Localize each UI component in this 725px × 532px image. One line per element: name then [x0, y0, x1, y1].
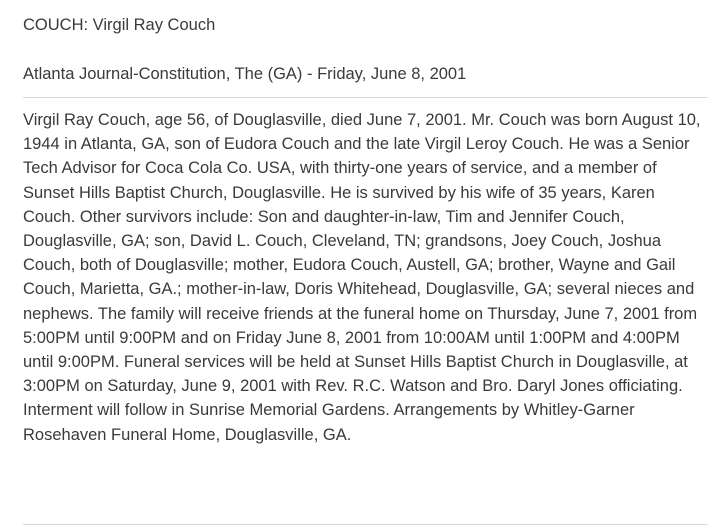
top-divider [23, 97, 708, 98]
bottom-divider [23, 524, 708, 525]
publication-source: Atlanta Journal-Constitution, The (GA) - Friday, June 8, 2001 [23, 65, 467, 83]
obituary-article [23, 0, 708, 447]
obituary-body: Virgil Ray Couch, age 56, of Douglasville, died June 7, 2001. Mr. Couch was born August 10, 1944 in Atlanta, GA, son of Eudora Couch and the late Virgil Leroy Couch. He was a Senior Tech Advisor for Coca Cola Co. USA, with thirty-one years of service, and a member of Sunset Hills Baptist Church, Douglasville. He is survived by his wife of 35 years, Karen Couch. Other survivors include: Son and daughter-in-law, Tim and Jennifer Couch, Douglasville, GA; son, David L. Couch, Cleveland, TN; grandsons, Joey Couch, Joshua Couch, both of Douglasville; mother, Eudora Couch, Austell, GA; brother, Wayne and Gail Couch, Marietta, GA.; mother-in-law, Doris Whitehead, Douglasville, GA; several nieces and nephews. The family will receive friends at the funeral home on Thursday, June 7, 2001 from 5:00PM until 9:00PM and on Friday June 8, 2001 from 10:00AM until 1:00PM and 4:00PM until 9:00PM. Funeral services will be held at Sunset Hills Baptist Church in Douglasville, at 3:00PM on Saturday, June 9, 2001 with Rev. R.C. Watson and Bro. Daryl Jones officiating. Interment will follow in Sunrise Memorial Gardens. Arrangements by Whitley-Garner Rosehaven Funeral Home, Douglasville, GA. [23, 111, 701, 444]
obituary-headline: COUCH: Virgil Ray Couch [23, 16, 216, 34]
